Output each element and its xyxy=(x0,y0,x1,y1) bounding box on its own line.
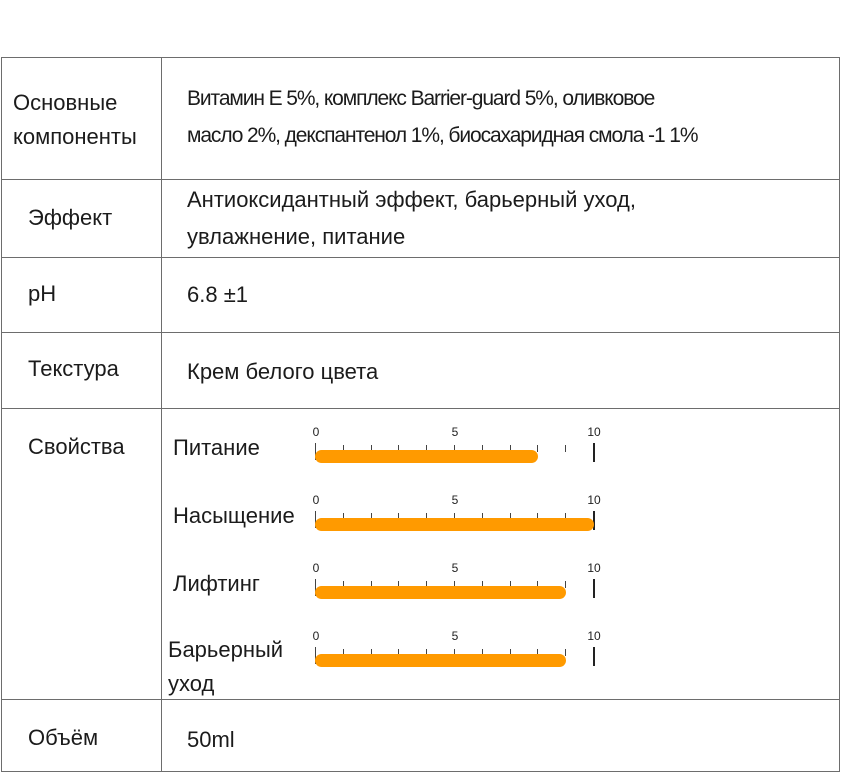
row-label-texture: Текстура xyxy=(28,356,119,381)
scale-max-label: 10 xyxy=(587,629,601,643)
property-level-bar xyxy=(315,450,538,463)
property-scale xyxy=(312,561,601,606)
scale-tick xyxy=(565,649,566,656)
scale-max-label: 10 xyxy=(587,425,601,439)
scale-mid-label: 5 xyxy=(451,561,459,575)
scale-min-label: 0 xyxy=(312,493,320,507)
scale-max-label: 10 xyxy=(587,561,601,575)
property-level-bar xyxy=(315,518,594,531)
scale-max-label: 10 xyxy=(587,493,601,507)
row-label-volume: Объём xyxy=(28,725,99,750)
scale-tick xyxy=(565,445,566,452)
row-divider xyxy=(2,332,839,333)
scale-tick xyxy=(593,443,595,462)
scale-tick xyxy=(593,579,595,598)
row-value-ph: 6.8 ±1 xyxy=(187,282,249,307)
property-scale xyxy=(312,425,601,470)
property-level-bar xyxy=(315,654,566,667)
row-label-properties: Свойства xyxy=(28,434,125,459)
property-scale xyxy=(312,629,601,674)
scale-tick xyxy=(537,445,538,452)
row-label-effect: Эффект xyxy=(28,205,113,230)
property-name-nutrition: Питание xyxy=(173,435,260,460)
property-name-lifting: Лифтинг xyxy=(173,571,260,596)
row-divider xyxy=(2,408,839,409)
scale-mid-label: 5 xyxy=(451,425,459,439)
row-divider xyxy=(2,257,839,258)
scale-min-label: 0 xyxy=(312,629,320,643)
scale-tick xyxy=(593,647,595,666)
row-value-effect: Антиоксидантный эффект, барьерный уход, увлажнение, питание xyxy=(187,187,636,249)
row-label-ph: pH xyxy=(28,281,57,306)
property-name-saturation: Насыщение xyxy=(173,503,295,528)
row-divider xyxy=(2,179,839,180)
product-spec-table xyxy=(1,57,840,772)
property-scale xyxy=(312,493,601,538)
column-divider xyxy=(161,58,162,771)
row-value-components: Витамин Е 5%, комплекс Barrier-guard 5%, оливковое масло 2%, декспантенол 1%, биосахаридная смола -1 1% xyxy=(187,87,698,147)
scale-mid-label: 5 xyxy=(451,629,459,643)
row-label-components: Основные компоненты xyxy=(13,90,137,149)
scale-tick xyxy=(565,581,566,588)
scale-mid-label: 5 xyxy=(451,493,459,507)
scale-min-label: 0 xyxy=(312,425,320,439)
row-value-volume: 50ml xyxy=(187,727,235,752)
row-value-texture: Крем белого цвета xyxy=(187,359,379,384)
row-divider xyxy=(2,699,839,700)
scale-min-label: 0 xyxy=(312,561,320,575)
property-level-bar xyxy=(315,586,566,599)
property-name-barrier-care: Барьерный уход xyxy=(168,637,284,696)
